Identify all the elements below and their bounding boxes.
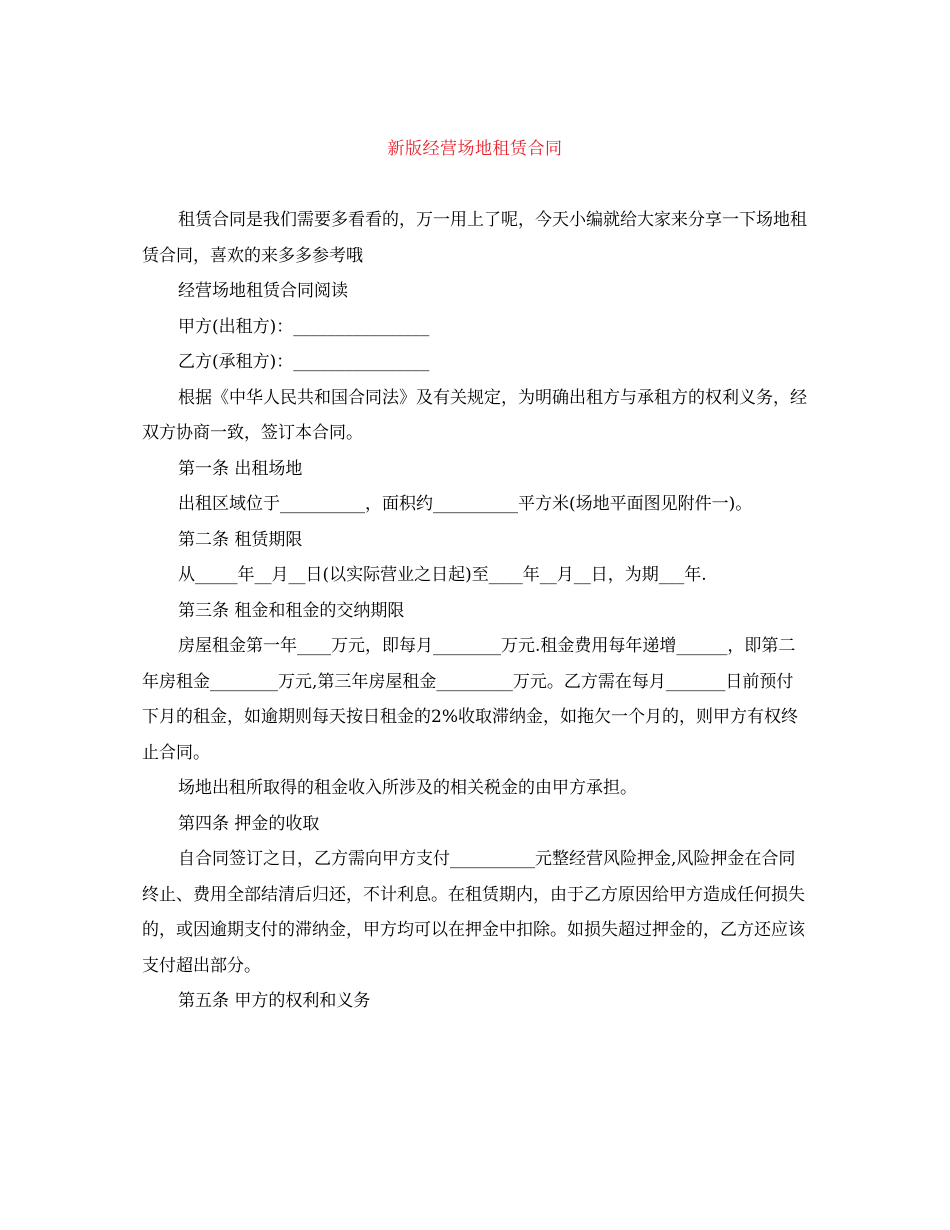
article-4-paragraph: 自合同签订之日，乙方需向甲方支付__________元整经营风险押金,风险押金在合同终止、费用全部结清后归还，不计利息。在租赁期内，由于乙方原因给甲方造成任何损失的，或因逾期支付的滞纳金，甲方均可以在押金中扣除。如损失超过押金的，乙方还应该支付超出部分。 (142, 849, 805, 976)
party-a-line: 甲方(出租方)：________________ (178, 316, 430, 337)
document-body (142, 203, 810, 1020)
article-2-heading: 第二条 租赁期限 (178, 529, 303, 550)
subtitle-line: 经营场地租赁合同阅读 (178, 281, 348, 301)
article-2-paragraph: 从_____年__月__日(以实际营业之日起)至____年__月__日，为期___年. (178, 565, 707, 585)
preamble-paragraph: 根据《中华人民共和国合同法》及有关规定，为明确出租方与承租方的权利义务，经双方协商一致，签订本合同。 (142, 387, 807, 443)
article-1-paragraph: 出租区域位于__________，面积约__________平方米(场地平面图见附件一)。 (178, 494, 753, 514)
intro-paragraph: 租赁合同是我们需要多看看的，万一用上了呢，今天小编就给大家来分享一下场地租赁合同，喜欢的来多多参考哦 (142, 210, 807, 266)
document-title: 新版经营场地租赁合同 (387, 139, 563, 159)
article-3-paragraph: 房屋租金第一年____万元，即每月________万元.租金费用每年递增______，即第二年房租金________万元,第三年房屋租金_________万元。乙方需在每月_______日前预付下月的租金，如逾期则每天按日租金的2%收取滞纳金，如拖欠一个月的，则甲方有权终止合同。 (142, 636, 798, 763)
article-1-heading: 第一条 出租场地 (178, 458, 303, 479)
article-3-tax-paragraph: 场地出租所取得的租金收入所涉及的相关税金的由甲方承担。 (178, 778, 637, 798)
article-4-heading: 第四条 押金的收取 (178, 813, 320, 834)
party-b-line: 乙方(承租方)：________________ (178, 352, 430, 372)
article-3-heading: 第三条 租金和租金的交纳期限 (178, 600, 405, 621)
article-5-heading: 第五条 甲方的权利和义务 (178, 991, 371, 1011)
